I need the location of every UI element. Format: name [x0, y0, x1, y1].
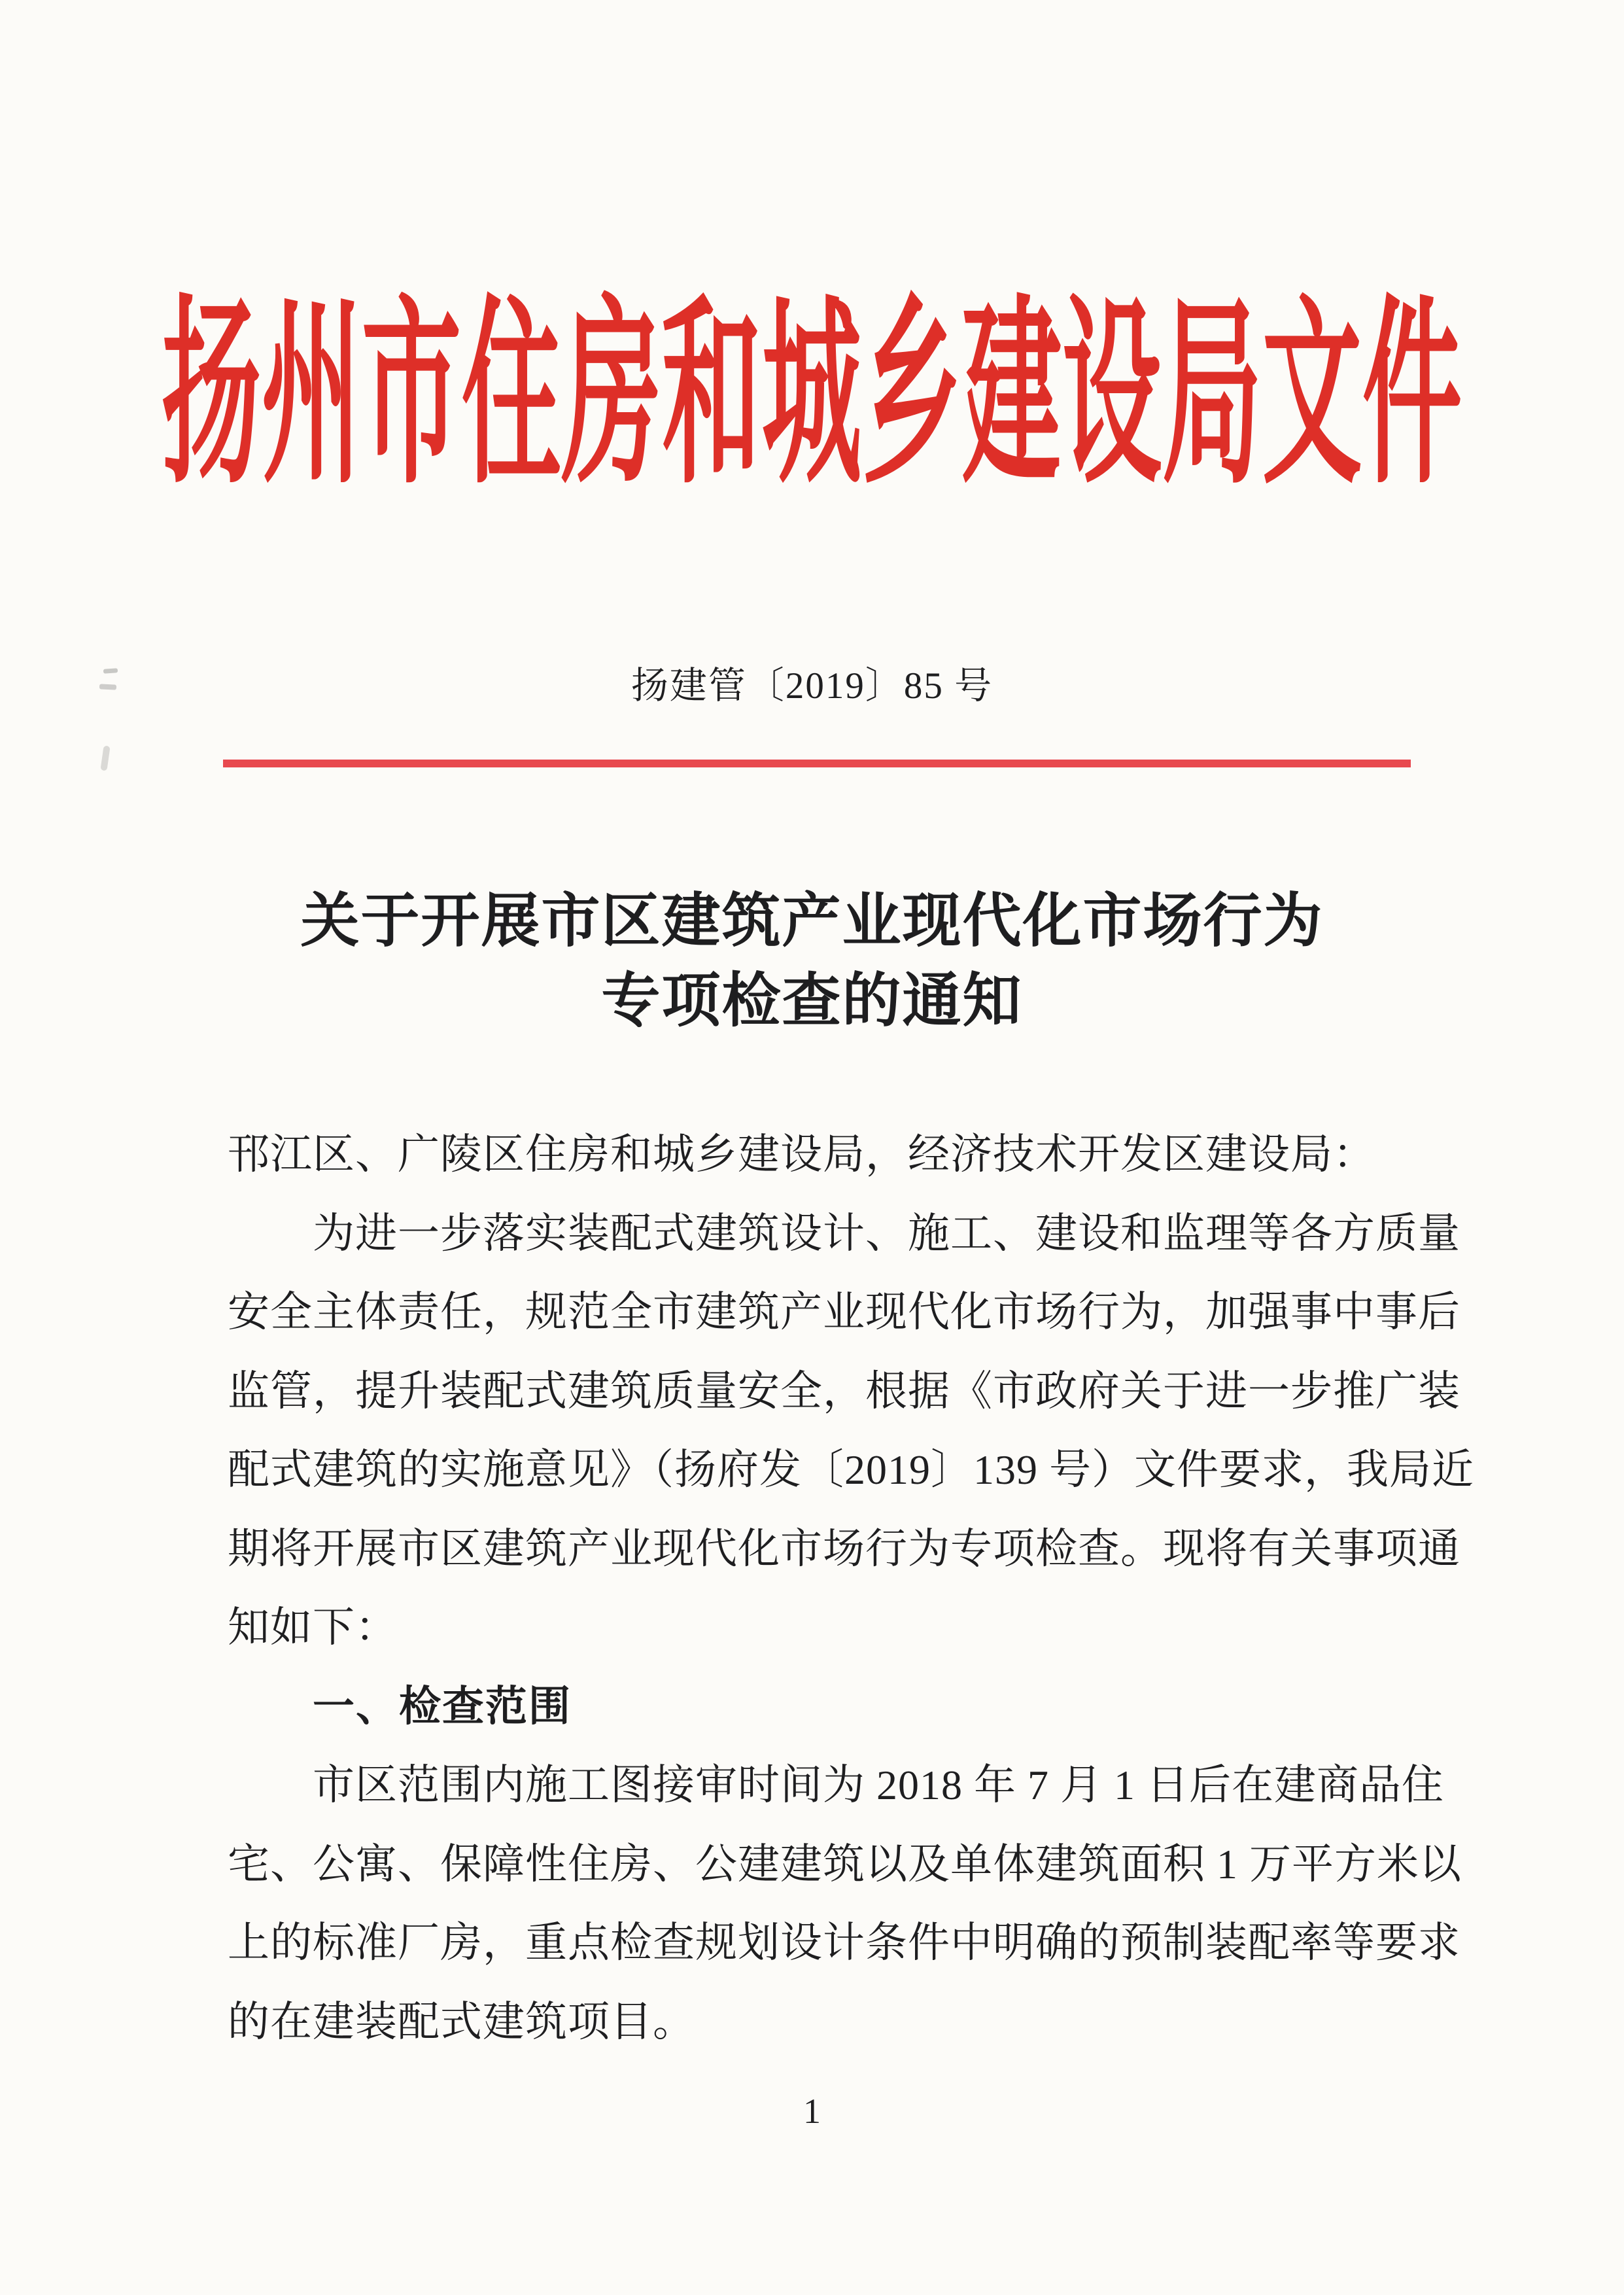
document-title: [0, 882, 1624, 1042]
document-body: [228, 1115, 1474, 2061]
body-line-salutation: 邗江区、广陵区住房和城乡建设局，经济技术开发区建设局：: [228, 1131, 1375, 1178]
body-line: 安全主体责任，规范全市建筑产业现代化市场行为，加强事中事后: [228, 1289, 1460, 1335]
body-section-heading: 一、检查范围: [313, 1683, 572, 1730]
body-line: 配式建筑的实施意见》（扬府发〔2019〕139 号）文件要求，我局近: [228, 1446, 1474, 1493]
body-line: 为进一步落实装配式建筑设计、施工、建设和监理等各方质量: [313, 1210, 1460, 1257]
document-number: 扬建管〔2019〕85 号: [631, 665, 993, 707]
document-title-line-2: 专项检查的通知: [601, 969, 1023, 1034]
document-title-line-1: 关于开展市区建筑产业现代化市场行为: [300, 889, 1324, 954]
letterhead-title-text: 扬州市住房和城乡建设局文件: [162, 285, 1462, 508]
body-line: 监管，提升装配式建筑质量安全，根据《市政府关于进一步推广装: [228, 1367, 1460, 1414]
letterhead-divider-line: [223, 760, 1411, 767]
letterhead-title: [0, 285, 1624, 508]
body-line: 宅、公寓、保障性住房、公建建筑以及单体建筑面积 1 万平方米以: [228, 1840, 1462, 1887]
page-number: 1: [803, 2092, 821, 2131]
body-line: 知如下：: [228, 1604, 398, 1651]
body-line: 上的标准厂房，重点检查规划设计条件中明确的预制装配率等要求: [228, 1919, 1460, 1966]
body-line: 市区范围内施工图接审时间为 2018 年 7 月 1 日后在建商品住: [313, 1762, 1444, 1808]
scan-artifact: [99, 684, 116, 690]
body-line: 期将开展市区建筑产业现代化市场行为专项检查。现将有关事项通: [228, 1525, 1460, 1572]
scan-artifact: [100, 745, 110, 771]
body-line: 的在建装配式建筑项目。: [228, 1998, 695, 2045]
